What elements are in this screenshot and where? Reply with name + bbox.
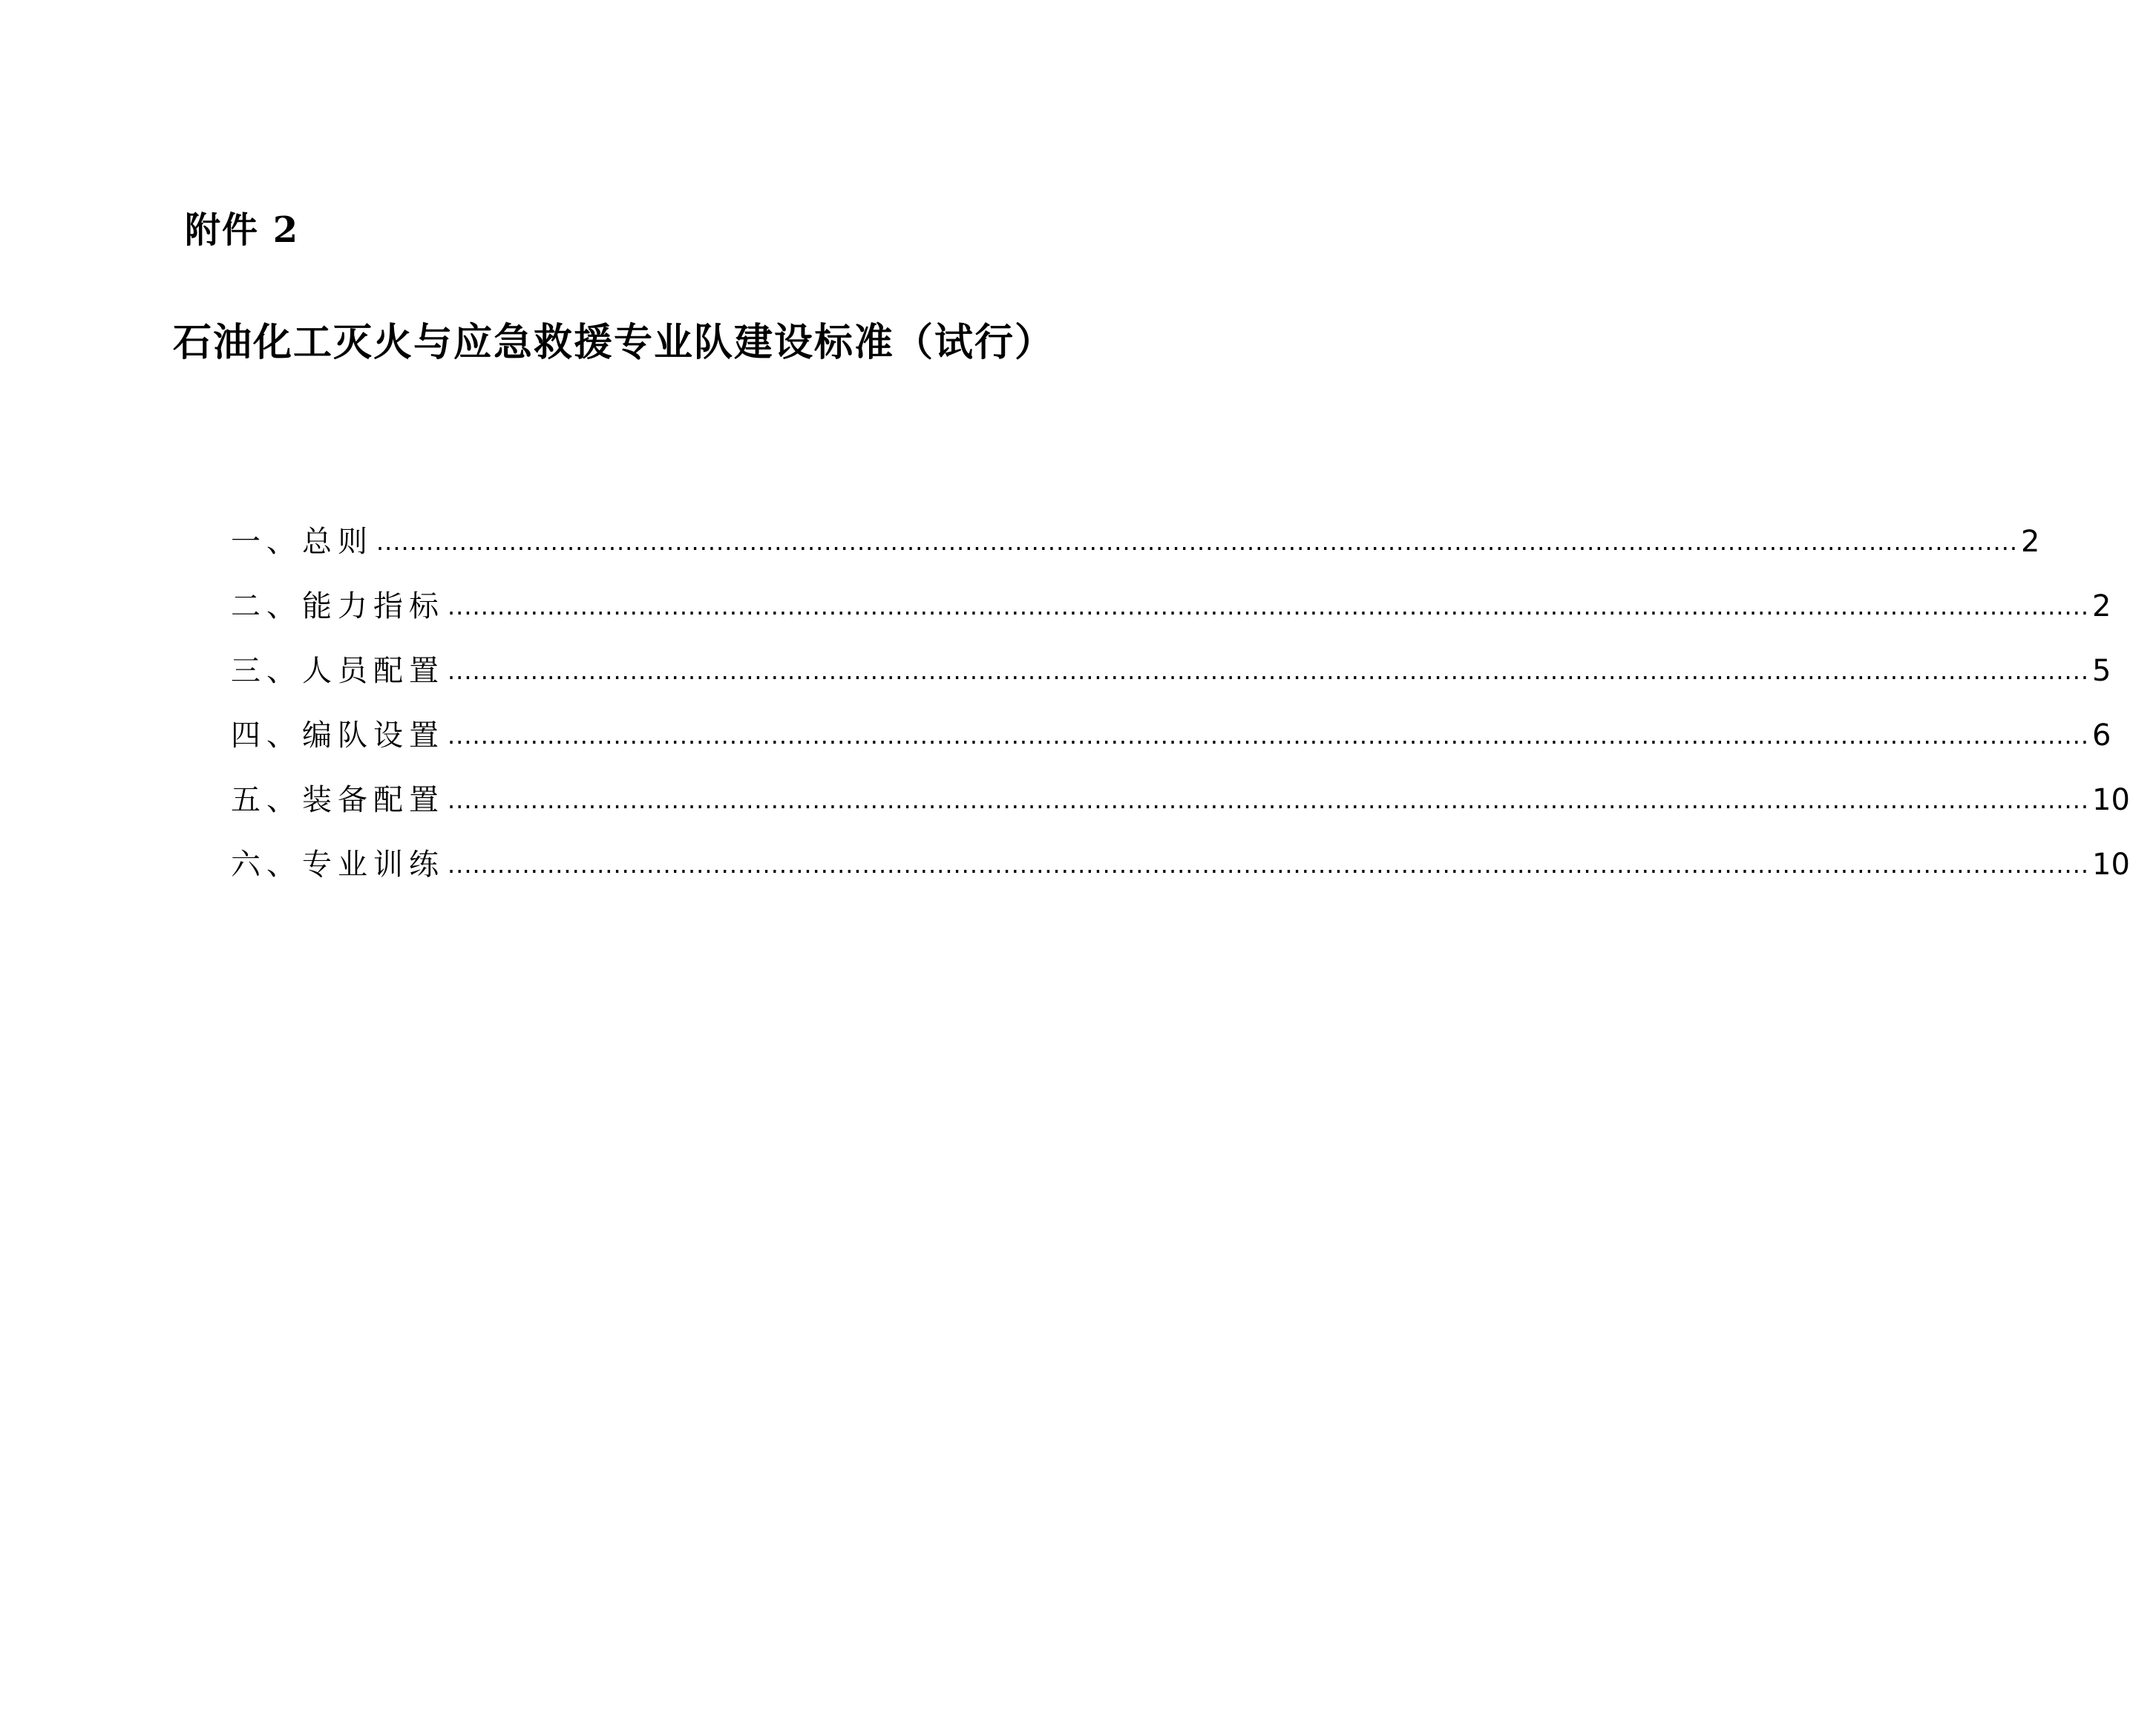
toc-item[interactable] [231, 520, 2040, 584]
toc-item[interactable] [231, 649, 2111, 713]
toc-item[interactable] [231, 584, 2111, 649]
toc-dot-leader: ...................................................................................................................................................................................................... [448, 657, 2090, 685]
toc-dot-leader: ...................................................................................................................................................................................................... [448, 786, 2090, 814]
toc-item[interactable] [231, 842, 2130, 907]
toc-item-page-number: 2 [2021, 525, 2040, 559]
document-title: 石油化工灭火与应急救援专业队建设标准（试行） [172, 320, 1055, 365]
toc-item-page-number: 6 [2092, 718, 2111, 753]
toc-dot-leader: ...................................................................................................................................................................................................... [448, 721, 2090, 750]
toc-item-label: 六、专业训练 [231, 848, 445, 882]
toc-dot-leader: ...................................................................................................................................................................................................... [448, 592, 2090, 620]
toc-item-label: 一、总则 [231, 525, 373, 559]
toc-item-page-number: 10 [2092, 783, 2130, 817]
toc-item-page-number: 10 [2092, 848, 2130, 882]
toc-item-page-number: 2 [2092, 589, 2111, 623]
table-of-contents [231, 520, 2130, 907]
toc-item-label: 二、能力指标 [231, 589, 445, 623]
toc-dot-leader: ...................................................................................................................................................................................................... [376, 528, 2019, 556]
attachment-label: 附件 2 [185, 209, 300, 251]
toc-item[interactable] [231, 713, 2111, 778]
toc-item-label: 五、装备配置 [231, 783, 445, 817]
toc-item[interactable] [231, 778, 2130, 842]
toc-dot-leader: ...................................................................................................................................................................................................... [448, 851, 2090, 879]
toc-item-page-number: 5 [2092, 654, 2111, 688]
toc-item-label: 三、人员配置 [231, 654, 445, 688]
toc-item-label: 四、编队设置 [231, 718, 445, 753]
